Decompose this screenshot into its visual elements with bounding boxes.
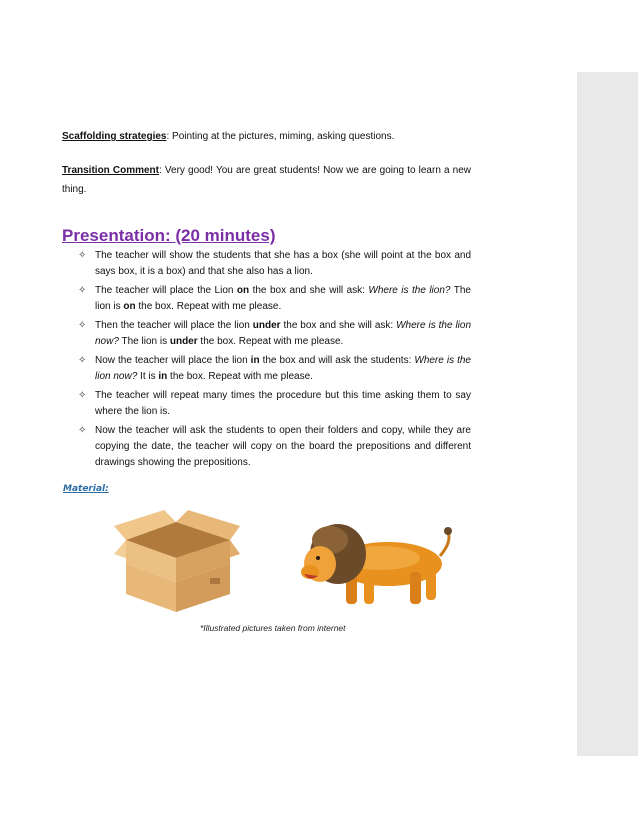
transition-label: Transition Comment: [62, 165, 160, 176]
procedure-list: [78, 248, 471, 474]
material-heading: Material:: [63, 484, 109, 494]
list-item-text: The teacher will repeat many times the procedure but this time asking them to say where the lion is.: [95, 390, 471, 417]
list-item-text: Now the teacher will ask the students to open their folders and copy, while they are copying the date, the teacher will copy on the board the prepositions and different drawings showing the prepositions.: [95, 425, 471, 468]
list-item: [78, 353, 471, 385]
diamond-bullet-icon: ✧: [78, 285, 87, 296]
toy-lion-image: [290, 520, 456, 612]
diamond-bullet-icon: ✧: [78, 425, 87, 436]
list-item: [78, 423, 471, 471]
preposition-bold: under: [169, 336, 198, 347]
list-item-text: The lion is: [118, 336, 170, 347]
transition-paragraph: [62, 161, 471, 199]
diamond-bullet-icon: ✧: [78, 390, 87, 401]
list-item: [78, 248, 471, 280]
preposition-bold: in: [250, 355, 260, 366]
preposition-bold: under: [252, 320, 281, 331]
list-item-text: The teacher will show the students that she has a box (she will point at the box and says box, it is a box) and that she also has a lion.: [95, 250, 471, 277]
scaffolding-paragraph: [62, 127, 471, 146]
list-item-text: Now the teacher will place the lion: [95, 355, 251, 366]
diamond-bullet-icon: ✧: [78, 355, 87, 366]
list-item-text: the box and will ask the students:: [259, 355, 415, 366]
list-item-text: Then the teacher will place the lion: [95, 320, 253, 331]
cardboard-box-image: [112, 510, 244, 614]
scaffolding-label: Scaffolding strategies: [62, 131, 167, 142]
list-item: [78, 318, 471, 350]
scaffolding-text: : Pointing at the pictures, miming, asking questions.: [166, 131, 395, 142]
preposition-bold: on: [236, 285, 250, 296]
preposition-bold: on: [123, 301, 136, 312]
question-italic: Where is the lion now?: [95, 320, 472, 347]
comment-panel: [577, 72, 638, 756]
image-caption: *Illustrated pictures taken from internet: [200, 623, 346, 633]
diamond-bullet-icon: ✧: [78, 320, 87, 331]
list-item-text: It is: [137, 371, 159, 382]
list-item: [78, 283, 471, 315]
presentation-heading: Presentation: (20 minutes): [62, 226, 276, 245]
list-item-text: the box. Repeat with me please.: [197, 336, 344, 347]
diamond-bullet-icon: ✧: [78, 250, 87, 261]
question-italic: Where is the lion?: [368, 285, 451, 296]
list-item-text: the box. Repeat with me please.: [167, 371, 313, 382]
list-item-text: the box and she will ask:: [280, 320, 397, 331]
transition-text: : Very good! You are great students! Now we are going to learn a new thing.: [62, 165, 472, 195]
list-item-text: the box and she will ask:: [249, 285, 369, 296]
list-item-text: The lion is: [95, 285, 471, 312]
list-item-text: The teacher will place the Lion: [95, 285, 237, 296]
question-italic: Where is the lion now?: [95, 355, 471, 382]
preposition-bold: in: [158, 371, 168, 382]
list-item: [78, 388, 471, 420]
list-item-text: the box. Repeat with me please.: [135, 301, 282, 312]
